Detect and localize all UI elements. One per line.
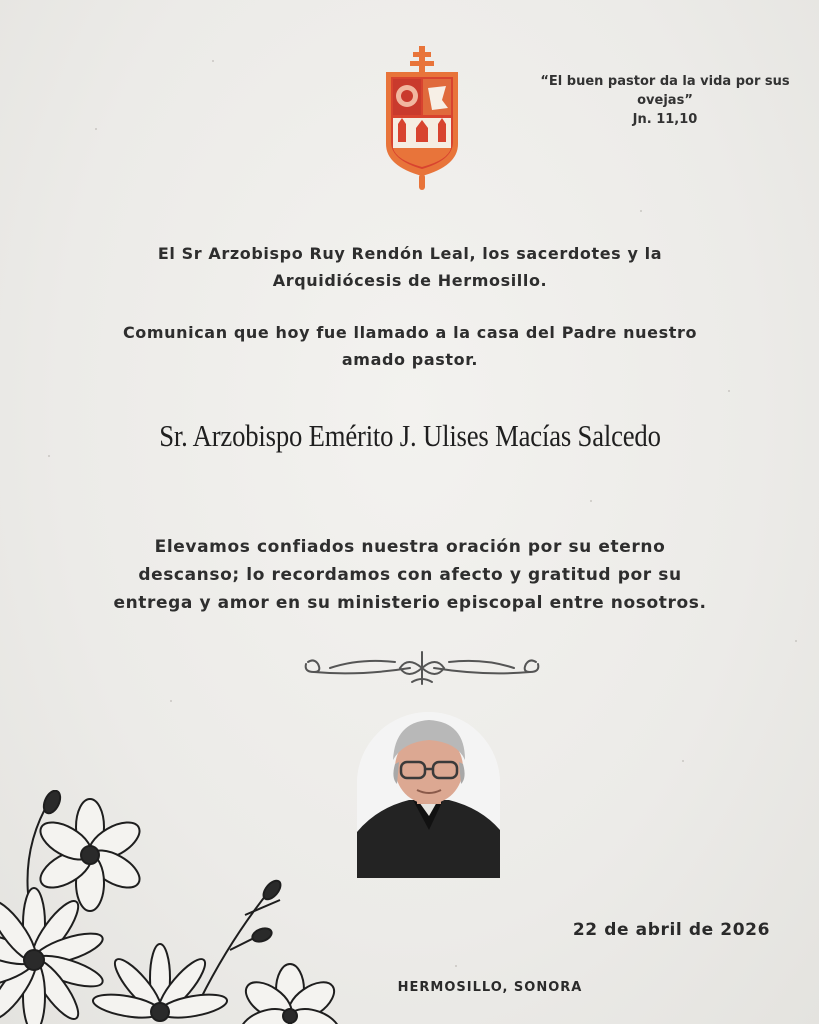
quote-reference: Jn. 11,10 bbox=[632, 112, 698, 127]
paper-speck bbox=[48, 455, 50, 457]
announcement-line: amado pastor. bbox=[341, 350, 479, 369]
intro-line: El Sr Arzobispo Ruy Rendón Leal, los sacerdotes y la bbox=[157, 244, 663, 263]
prayer-paragraph bbox=[60, 533, 760, 617]
quote-text: “El buen pastor da la vida por sus ovejas” bbox=[540, 74, 790, 108]
paper-speck bbox=[640, 210, 642, 212]
paper-speck bbox=[212, 60, 214, 62]
deceased-name: Sr. Arzobispo Emérito J. Ulises Macías Salcedo bbox=[159, 418, 661, 453]
paper-speck bbox=[728, 390, 730, 392]
archdiocese-coat-of-arms-icon bbox=[380, 44, 464, 192]
portrait-photo bbox=[357, 712, 500, 878]
portrait-image bbox=[357, 712, 500, 878]
announcement-paragraph bbox=[60, 319, 760, 373]
paper-speck bbox=[170, 700, 172, 702]
prayer-line: Elevamos confiados nuestra oración por su eterno bbox=[154, 537, 666, 557]
location-text: HERMOSILLO, SONORA bbox=[397, 980, 583, 995]
paper-speck bbox=[455, 965, 457, 967]
paper-speck bbox=[590, 500, 592, 502]
date-text: 22 de abril de 2026 bbox=[572, 920, 770, 940]
intro-line: Arquidiócesis de Hermosillo. bbox=[272, 271, 548, 290]
paper-speck bbox=[682, 760, 684, 762]
decorative-flourish-icon bbox=[300, 646, 544, 690]
intro-paragraph bbox=[60, 240, 760, 294]
scripture-quote bbox=[530, 72, 800, 129]
paper-speck bbox=[95, 128, 97, 130]
prayer-line: descanso; lo recordamos con afecto y gratitud por su bbox=[138, 565, 682, 585]
prayer-line: entrega y amor en su ministerio episcopal entre nosotros. bbox=[113, 593, 707, 613]
announcement-line: Comunican que hoy fue llamado a la casa del Padre nuestro bbox=[122, 323, 698, 342]
paper-speck bbox=[795, 640, 797, 642]
floral-illustration-icon bbox=[0, 790, 340, 1024]
